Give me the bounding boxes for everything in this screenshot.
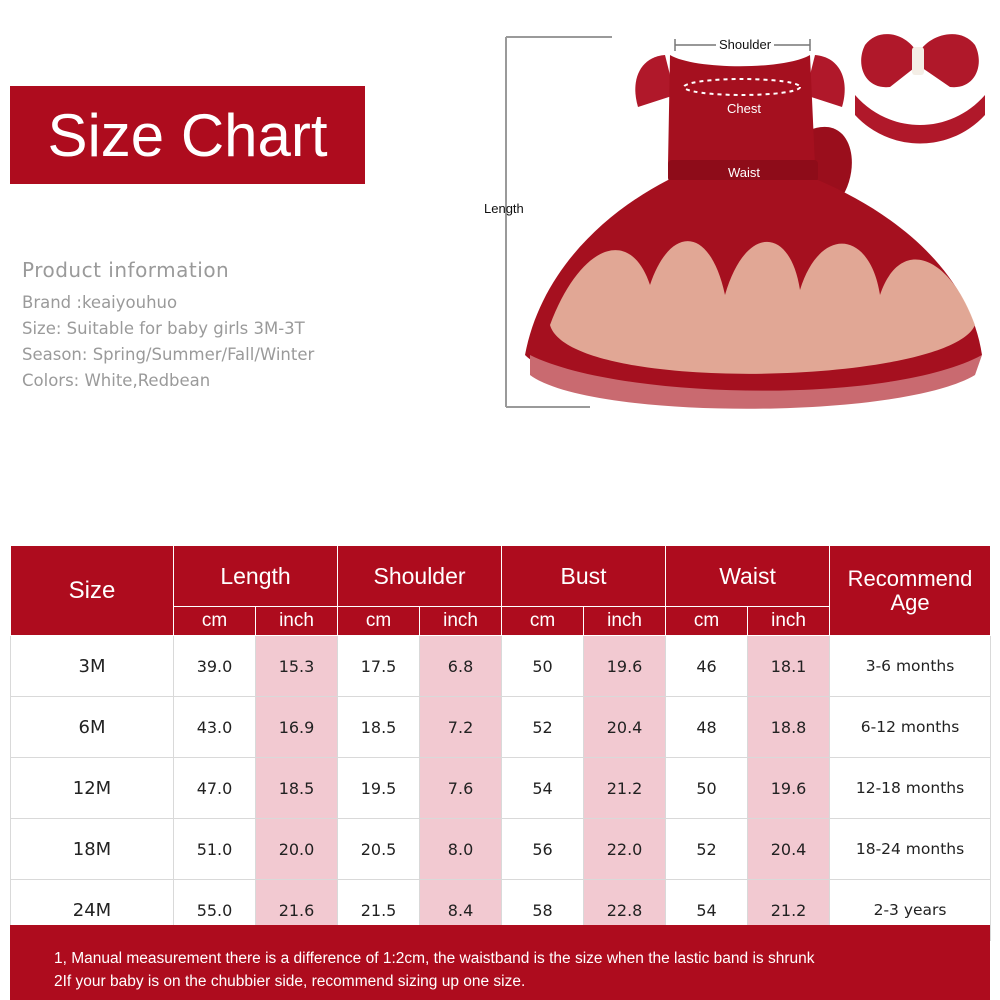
size-line: Size: Suitable for baby girls 3M-3T: [22, 319, 305, 338]
unit-inch: inch: [420, 607, 502, 636]
unit-cm: cm: [174, 607, 256, 636]
brand-line: Brand :keaiyouhuo: [22, 293, 178, 312]
waist-cm-cell: 54: [666, 880, 748, 941]
waist-inch-cell: 18.8: [748, 697, 830, 758]
waist-cm-cell: 46: [666, 636, 748, 697]
age-cell: 18-24 months: [830, 819, 991, 880]
waist-header: Waist: [666, 546, 830, 607]
length-inch-cell: 18.5: [256, 758, 338, 819]
length-cm-cell: 47.0: [174, 758, 256, 819]
note-line-2: 2If your baby is on the chubbier side, recommend sizing up one size.: [54, 973, 526, 990]
product-information: [22, 258, 314, 394]
waist-cm-cell: 48: [666, 697, 748, 758]
shoulder-cm-cell: 17.5: [338, 636, 420, 697]
length-label: Length: [484, 201, 524, 216]
length-header: Length: [174, 546, 338, 607]
size-cell: 12M: [11, 758, 174, 819]
bust-cm-cell: 58: [502, 880, 584, 941]
size-cell: 18M: [11, 819, 174, 880]
length-cm-cell: 51.0: [174, 819, 256, 880]
size-cell: 3M: [11, 636, 174, 697]
bust-inch-cell: 21.2: [584, 758, 666, 819]
shoulder-inch-cell: 7.2: [420, 697, 502, 758]
length-inch-cell: 21.6: [256, 880, 338, 941]
size-table: [10, 545, 991, 941]
shoulder-cm-cell: 19.5: [338, 758, 420, 819]
length-cm-cell: 55.0: [174, 880, 256, 941]
note-line-1: 1, Manual measurement there is a difference of 1:2cm, the waistband is the size when the lastic band is shrunk: [54, 950, 815, 967]
length-inch-cell: 16.9: [256, 697, 338, 758]
table-row: [11, 819, 991, 880]
shoulder-label: Shoulder: [716, 37, 774, 52]
waist-inch-cell: 21.2: [748, 880, 830, 941]
size-cell: 6M: [11, 697, 174, 758]
length-cm-cell: 39.0: [174, 636, 256, 697]
unit-inch: inch: [256, 607, 338, 636]
length-inch-cell: 15.3: [256, 636, 338, 697]
age-cell: 2-3 years: [830, 880, 991, 941]
product-info-heading: Product information: [22, 258, 230, 282]
age-cell: 12-18 months: [830, 758, 991, 819]
waist-inch-cell: 18.1: [748, 636, 830, 697]
waist-label: Waist: [728, 165, 761, 180]
left-sleeve: [635, 55, 675, 107]
bust-inch-cell: 22.0: [584, 819, 666, 880]
shoulder-header: Shoulder: [338, 546, 502, 607]
table-row: [11, 636, 991, 697]
table-row: [11, 697, 991, 758]
bust-header: Bust: [502, 546, 666, 607]
shoulder-inch-cell: 8.0: [420, 819, 502, 880]
waist-cm-cell: 50: [666, 758, 748, 819]
colors-line: Colors: White,Redbean: [22, 371, 211, 390]
unit-cm: cm: [666, 607, 748, 636]
shoulder-cm-cell: 20.5: [338, 819, 420, 880]
waist-inch-cell: 20.4: [748, 819, 830, 880]
shoulder-cm-cell: 18.5: [338, 697, 420, 758]
waist-cm-cell: 52: [666, 819, 748, 880]
season-line: Season: Spring/Summer/Fall/Winter: [22, 345, 315, 364]
age-cell: 6-12 months: [830, 697, 991, 758]
bust-cm-cell: 54: [502, 758, 584, 819]
size-cell: 24M: [11, 880, 174, 941]
dress-illustration: [470, 25, 995, 425]
chest-label: Chest: [727, 101, 761, 116]
bust-inch-cell: 22.8: [584, 880, 666, 941]
pearl-center: [912, 47, 924, 75]
unit-inch: inch: [748, 607, 830, 636]
bust-inch-cell: 20.4: [584, 697, 666, 758]
size-table-container: [10, 545, 990, 941]
dress-measurement-diagram: [470, 25, 995, 425]
measurement-notes: [10, 925, 990, 1000]
bust-inch-cell: 19.6: [584, 636, 666, 697]
unit-cm: cm: [502, 607, 584, 636]
length-inch-cell: 20.0: [256, 819, 338, 880]
headband-strap: [855, 95, 985, 144]
age-cell: 3-6 months: [830, 636, 991, 697]
table-row: [11, 758, 991, 819]
unit-cm: cm: [338, 607, 420, 636]
length-cm-cell: 43.0: [174, 697, 256, 758]
recommend-age-header: Recommend Age: [830, 546, 991, 636]
bust-cm-cell: 50: [502, 636, 584, 697]
size-chart-title-banner: [10, 86, 365, 184]
bust-cm-cell: 56: [502, 819, 584, 880]
shoulder-inch-cell: 8.4: [420, 880, 502, 941]
lace-embroidery: [550, 241, 975, 374]
page-title: Size Chart: [47, 101, 328, 169]
size-header: Size: [11, 546, 174, 636]
shoulder-cm-cell: 21.5: [338, 880, 420, 941]
bust-cm-cell: 52: [502, 697, 584, 758]
unit-inch: inch: [584, 607, 666, 636]
shoulder-inch-cell: 7.6: [420, 758, 502, 819]
shoulder-inch-cell: 6.8: [420, 636, 502, 697]
waist-inch-cell: 19.6: [748, 758, 830, 819]
